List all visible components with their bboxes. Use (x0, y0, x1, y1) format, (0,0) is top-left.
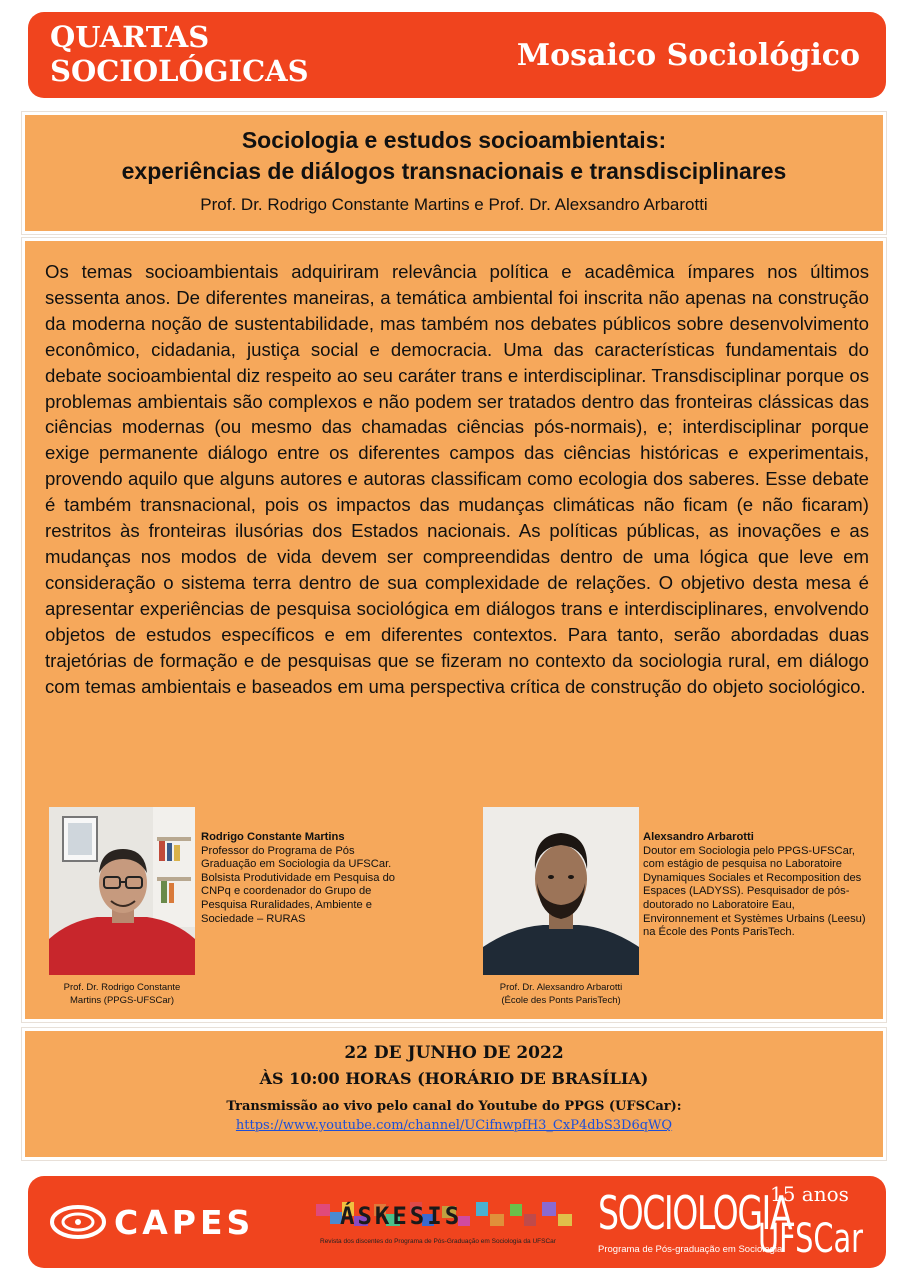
capes-logo (50, 1202, 254, 1242)
speaker-1-caption-line1: Prof. Dr. Rodrigo Constante (63, 982, 181, 993)
event-time: ÀS 10:00 HORAS (HORÁRIO DE BRASÍLIA) (259, 1069, 649, 1088)
series-title-line2: SOCIOLÓGICAS (50, 54, 309, 88)
speaker-1-portrait (49, 807, 195, 975)
body-panel (22, 238, 886, 1022)
anniversary-text: 15 anos (770, 1182, 849, 1206)
abstract-text: Os temas socioambientais adquiriram relevância política e acadêmica ímpares nos últimos sessenta anos. De diferentes maneiras, a temática ambiental foi inscrita não apenas na construção da moderna noção de sustentabilidade, mas também nos debates públicos sobre desenvolvimento econômico, cidadania, justiça social e democracia. Uma das características fundamentais do debate socioambiental diz respeito ao seu caráter trans e interdisciplinar. Transdisciplinar porque os problemas ambientais são complexos e não podem ser tratados dentro das fronteiras clássicas das ciências modernas (ou mesmo das chamadas ciências pós-normais), e; interdisciplinar porque exige permanente diálogo entre os diferentes campos das ciências históricas e experimentais, provendo aquilo que alguns autores e autoras classificam como ecologia dos saberes. Esse debate é também transnacional, pois os impactos das mudanças climáticas não ficam (e não ficaram) restritos às fronteiras ilusórias dos Estados nacionais. As políticas públicas, as inovações e as mudanças nos modos de vida devem ser compreendidas dentro de uma lógica que leve em consideração o sistema terra dentro de sua complexidade de relações. O objetivo desta mesa é apresentar experiências de pesquisa sociológica em diálogos trans e interdisciplinares, envolvendo objetos de estudos específicos e em diferentes contextos. Para tanto, serão abordadas duas trajetórias de formação e de pesquisas que se fizeram no contexto da sociologia rural, em diálogo com temas ambientais e baseados em uma perspectiva crítica de construção do objeto sociológico. (45, 261, 869, 697)
speaker-2-caption (477, 981, 645, 1007)
speaker-1-caption (47, 981, 197, 1007)
capes-emblem-icon (50, 1202, 106, 1242)
ufscar-logo-text: UFSCar (758, 1216, 864, 1262)
event-name: Mosaico Sociológico (516, 38, 860, 73)
speaker-2-description: Doutor em Sociologia pelo PPGS-UFSCar, com estágio de pesquisa no Laboratoire Dynamiques Sociales et Recomposition des Espaces (LADYSS). Pesquisador de pós-doutorado no Laboratoire Eau, Environnement et Systèmes Urbains (Leesu) na École des Ponts ParisTech. (643, 844, 866, 939)
talk-title (25, 125, 883, 187)
speaker-2-name: Alexsandro Arbarotti (643, 831, 754, 843)
speaker-1-caption-line2: Martins (PPGS-UFSCar) (70, 995, 174, 1006)
speaker-2-photo (483, 807, 639, 975)
event-date: 22 DE JUNHO DE 2022 (344, 1043, 564, 1063)
title-panel (22, 112, 886, 234)
speaker-1-name: Rodrigo Constante Martins (201, 831, 345, 843)
event-info-panel (22, 1028, 886, 1160)
series-title (50, 20, 309, 88)
header-bar (28, 12, 886, 98)
askesis-logo-text: ÁSKESIS (340, 1202, 463, 1230)
youtube-link[interactable]: https://www.youtube.com/channel/UCifnwpfH3_CxP4dbS3D6qWQ (235, 1118, 673, 1133)
speaker-1-photo (49, 807, 195, 975)
speaker-2-caption-line1: Prof. Dr. Alexsandro Arbarotti (499, 982, 623, 993)
speaker-2-caption-line2: (École des Ponts ParisTech) (501, 995, 621, 1006)
speaker-1-description: Professor do Programa de Pós Graduação em Sociologia da UFSCar. Bolsista Produtividade em Pesquisa do CNPq e coordenador do Grupo de Pesquisa Ruralidades, Ambiente e Sociedade – RURAS (201, 844, 396, 925)
speaker-1-bio (201, 831, 411, 926)
footer-bar (28, 1176, 886, 1268)
sociologia-ufscar-logo (598, 1182, 878, 1264)
sociologia-logo-text: SOCIOLOGIA (598, 1186, 792, 1240)
speaker-2-portrait (483, 807, 639, 975)
talk-authors: Prof. Dr. Rodrigo Constante Martins e Prof. Dr. Alexsandro Arbarotti (200, 195, 708, 214)
askesis-subtitle: Revista dos discentes do Programa de Pós-Graduação em Sociologia da UFSCar (320, 1238, 556, 1245)
talk-title-line1: Sociologia e estudos socioambientais: (241, 127, 667, 153)
capes-logo-text: CAPES (114, 1202, 255, 1242)
speaker-2-bio (643, 831, 871, 940)
askesis-logo (314, 1198, 576, 1254)
talk-title-line2: experiências de diálogos transnacionais e transdisciplinares (121, 158, 787, 184)
stream-label: Transmissão ao vivo pelo canal do Youtube do PPGS (UFSCar): (226, 1099, 682, 1114)
series-title-line1: QUARTAS (50, 20, 210, 54)
ppgs-subtitle: Programa de Pós-graduação em Sociologia (598, 1244, 783, 1255)
